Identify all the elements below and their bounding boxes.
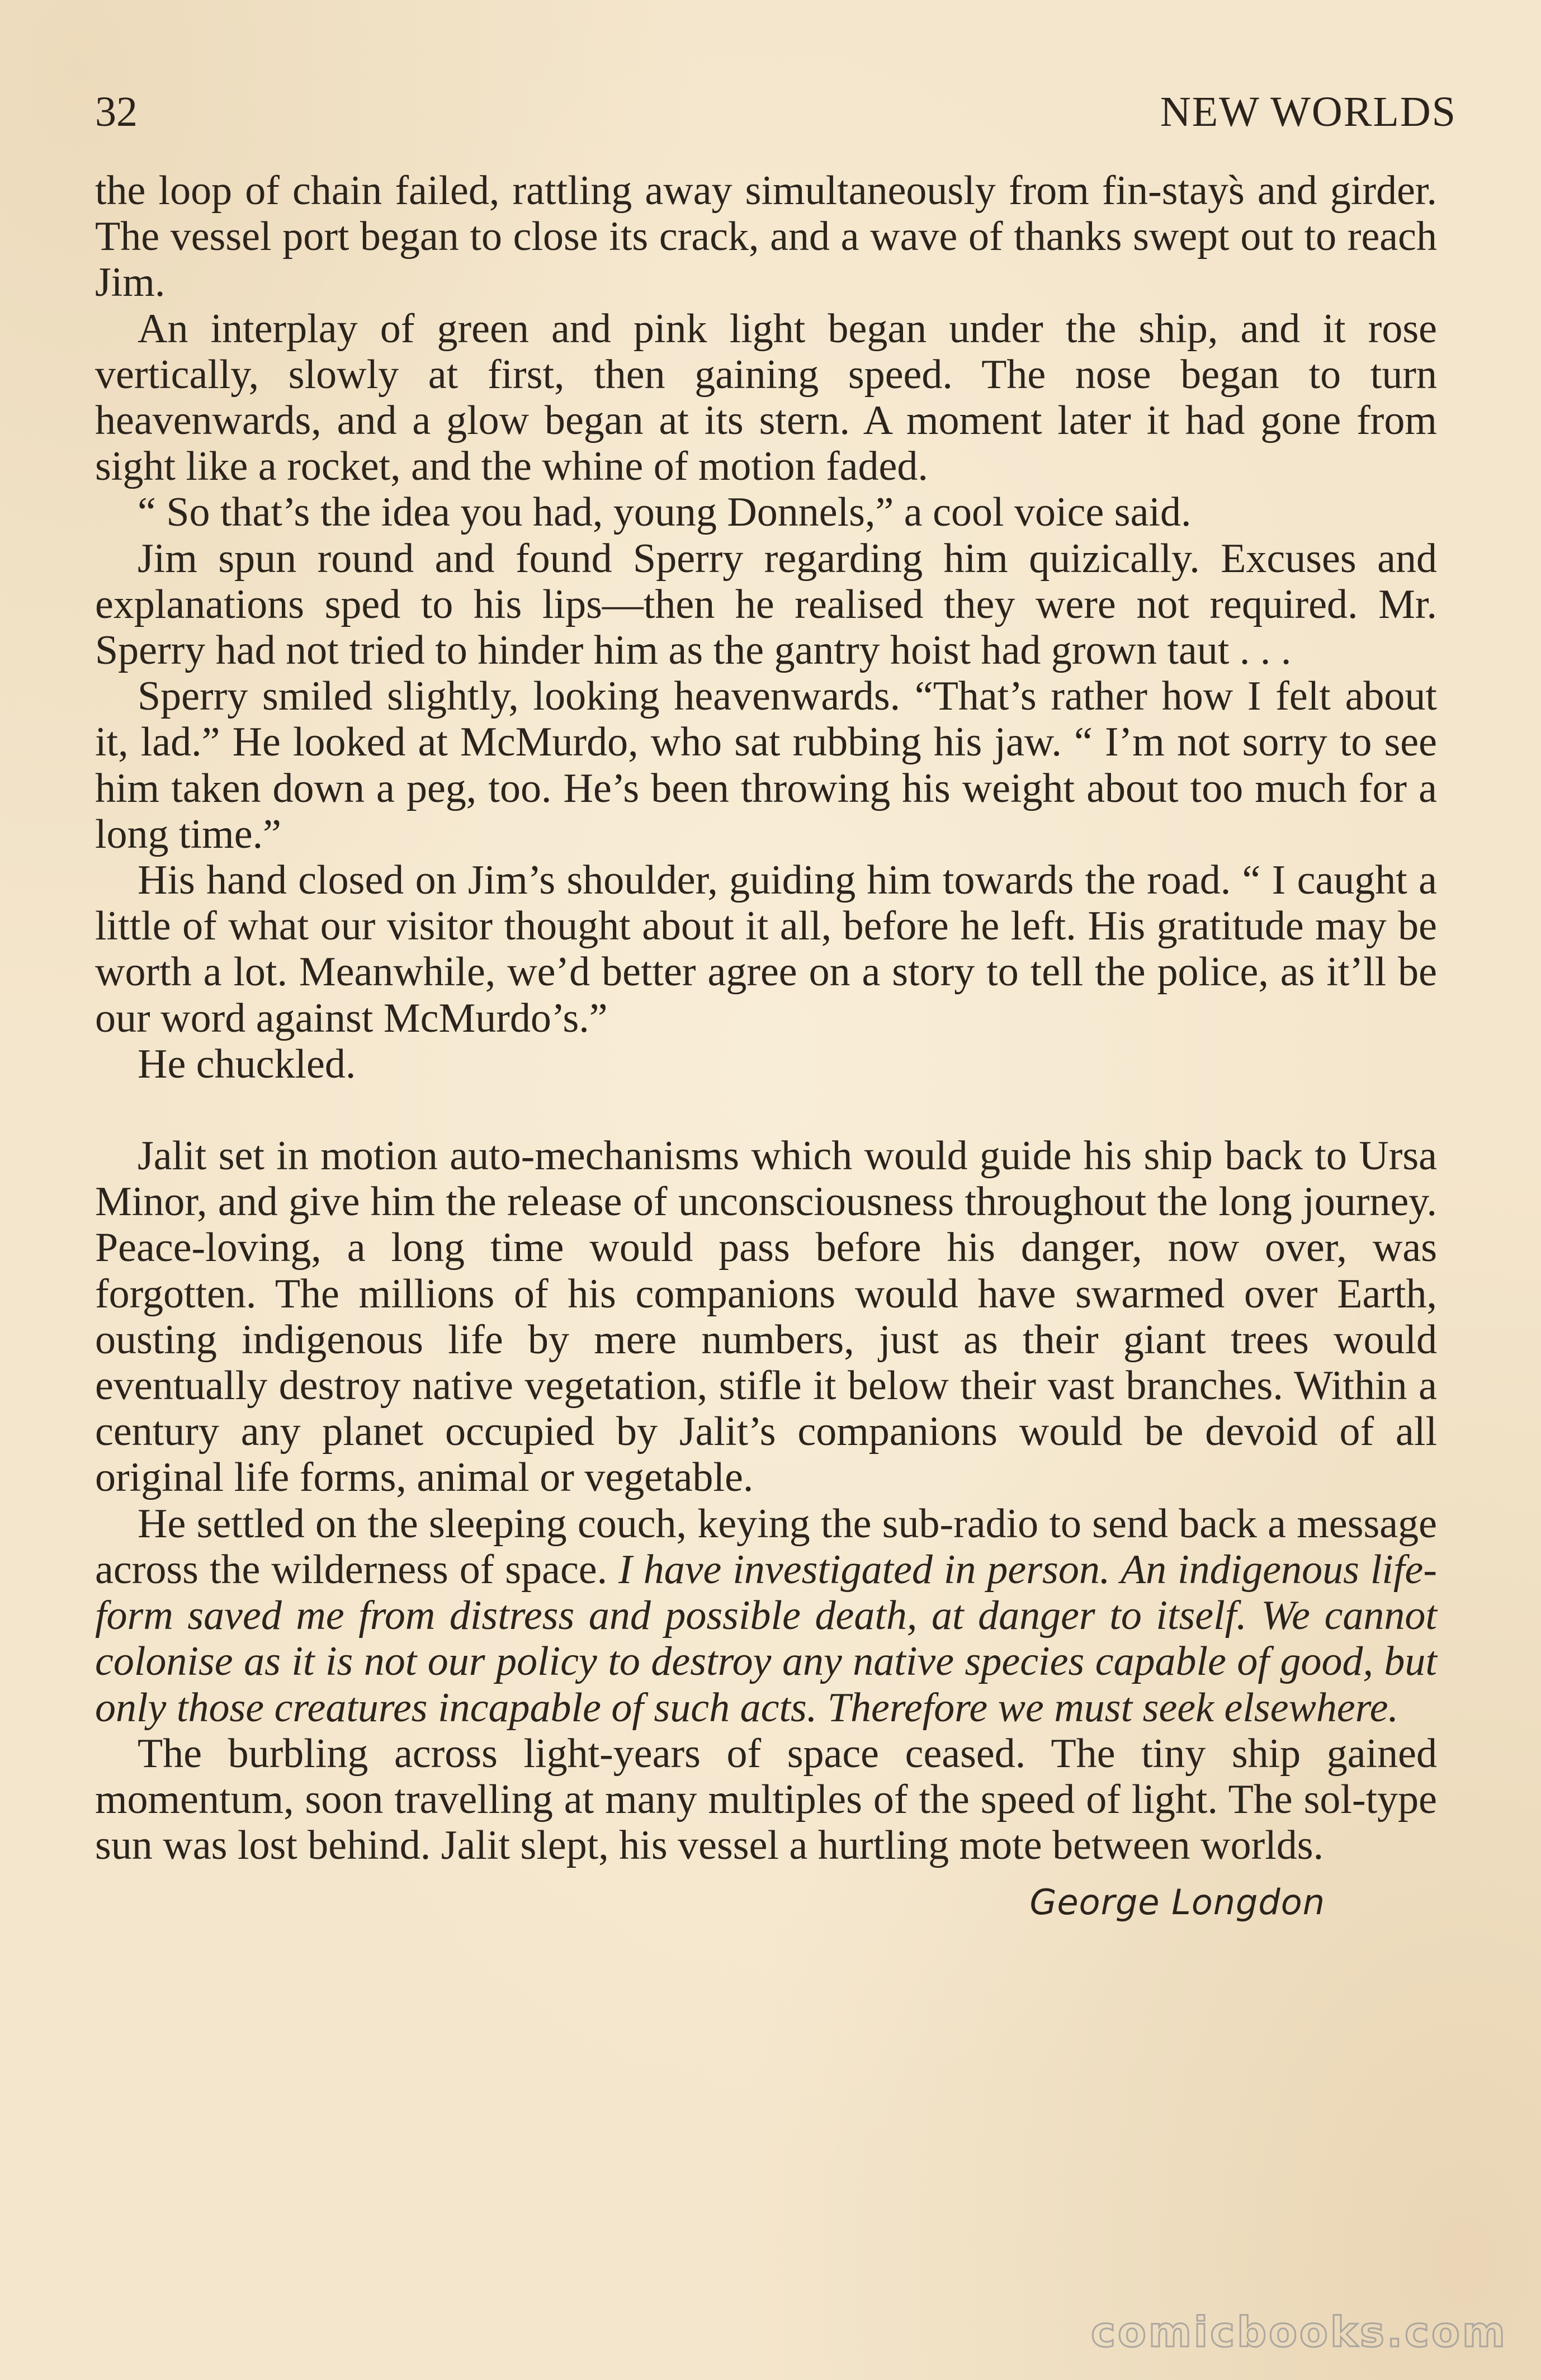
paragraph: Sperry smiled slightly, looking heavenwards. “That’s rather how I felt about it, lad.” He looked at McMurdo, who sat rubbing his jaw. “ I’m not sorry to see him taken down a peg, too. He’s been throwing his weight about too much for a long time.” — [95, 673, 1437, 857]
page-number: 32 — [95, 88, 138, 135]
paragraph: the loop of chain failed, rattling away simultaneously from fin-stays̀ and girder. The vessel port began to close its crack, and a wave of thanks swept out to reach Jim. — [95, 168, 1437, 306]
paragraph: His hand closed on Jim’s shoulder, guiding him towards the road. “ I caught a little of what our visitor thought about it all, before he left. His gratitude may be worth a lot. Meanwhile, we’d better agree on a story to tell the police, as it’ll be our word against McMurdo’s.” — [95, 857, 1437, 1041]
book-page — [95, 84, 1457, 2321]
site-watermark: comicbooks.com — [1091, 2308, 1507, 2357]
paragraph: The burbling across light-years of space ceased. The tiny ship gained momentum, soon travelling at many multiples of the speed of light. The sol-type sun was lost behind. Jalit slept, his vessel a hurtling mote between worlds. — [95, 1730, 1437, 1869]
journal-title: NEW WORLDS — [1160, 88, 1457, 135]
story-text — [95, 168, 1437, 1933]
running-head — [95, 84, 1457, 145]
section-break — [95, 1087, 1437, 1133]
paragraph: “ So that’s the idea you had, young Donnels,” a cool voice said. — [138, 489, 1192, 536]
paragraph: An interplay of green and pink light began under the ship, and it rose vertically, slowly at first, then gaining speed. The nose began to turn heavenwards, and a glow began at its stern. A moment later it had gone from sight like a rocket, and the whine of motion faded. — [95, 305, 1437, 490]
paragraph: He chuckled. — [138, 1041, 356, 1087]
paragraph — [95, 1501, 1437, 1731]
paragraph-text: He settled on the sleeping couch, keying the sub-radio to send back a message across the wilderness of space. — [95, 1500, 1437, 1593]
paragraph: Jalit set in motion auto-mechanisms which would guide his ship back to Ursa Minor, and give him the release of unconsciousness throughout the long journey. Peace-loving, a long time would pass before his danger, now over, was forgotten. The millions of his companions would have swarmed over Earth, ousting indigenous life by mere numbers, just as their giant trees would eventually destroy native vegetation, stifle it below their vast branches. Within a century any planet occupied by Jalit’s companions would be devoid of all original life forms, animal or vegetable. — [95, 1133, 1437, 1501]
italic-message: I have investigated in person. An indigenous life-form saved me from distress and possible death, at danger to itself. We cannot colonise as it is not our policy to destroy any native species capable of good, but only those creatures incapable of such acts. Therefore we must seek elsewhere. — [95, 1546, 1438, 1731]
paragraph: Jim spun round and found Sperry regarding him quizically. Excuses and explanations sped to his lips—then he realised they were not required. Mr. Sperry had not tried to hinder him as the gantry hoist had grown taut . . . — [95, 535, 1437, 674]
author-byline: George Longdon — [1029, 1882, 1325, 1923]
